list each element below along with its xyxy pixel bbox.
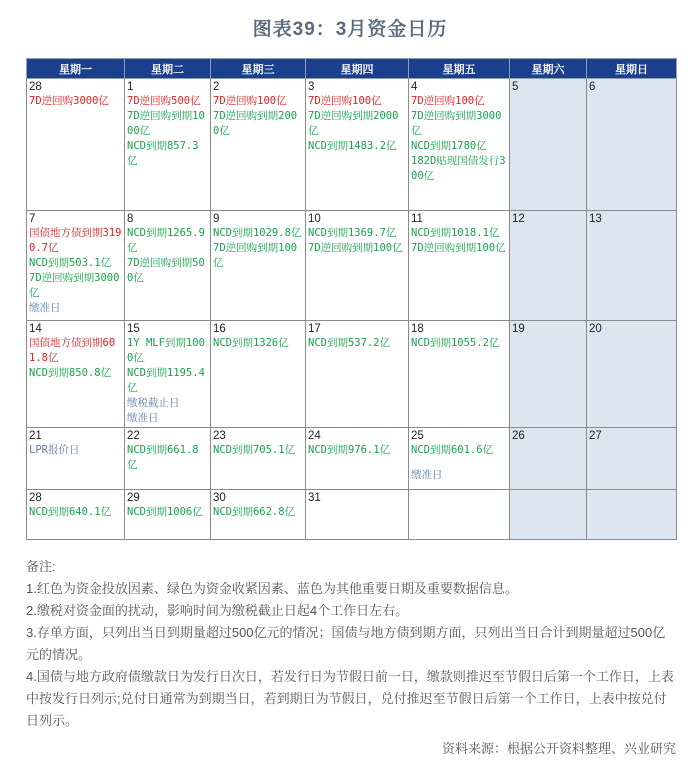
calendar-event: 7D逆回购3000亿 <box>29 95 109 107</box>
calendar-day-cell <box>306 321 409 428</box>
calendar-day-cell <box>27 428 125 490</box>
weekday-header: 星期五 <box>409 59 510 79</box>
day-number: 27 <box>589 430 602 442</box>
calendar-table <box>26 58 677 540</box>
calendar-event: 缴准日 <box>411 469 443 481</box>
day-number: 24 <box>308 430 321 442</box>
calendar-event: 缴税截止日 <box>127 397 180 409</box>
day-number: 13 <box>589 213 602 225</box>
calendar-event: NCD到期705.1亿 <box>213 444 296 456</box>
calendar-day-cell <box>510 79 587 211</box>
weekday-header: 星期二 <box>125 59 211 79</box>
day-number: 28 <box>29 492 42 504</box>
calendar-event: 7D逆回购到期2000亿 <box>213 110 298 137</box>
calendar-day-cell <box>510 490 587 540</box>
calendar-week-row <box>27 428 677 490</box>
day-number: 3 <box>308 81 315 93</box>
calendar-event: 7D逆回购到期1000亿 <box>127 110 205 137</box>
day-number: 23 <box>213 430 226 442</box>
calendar-event: NCD到期1055.2亿 <box>411 337 500 349</box>
calendar-event: NCD到期662.8亿 <box>213 506 296 518</box>
calendar-day-cell <box>510 211 587 321</box>
calendar-day-cell <box>27 321 125 428</box>
calendar-week-row <box>27 490 677 540</box>
calendar-day-cell <box>27 490 125 540</box>
calendar-day-cell <box>587 490 677 540</box>
day-number: 11 <box>411 213 423 225</box>
note-line: 4.国债与地方政府债缴款日为发行日次日，若发行日为节假日前一日，缴款则推迟至节假日后第一个工作日，上表中按发行日列示;兑付日通常为到期当日，若到期日为节假日，兑付推迟至节假日后第一个工作日，上表中按兑付日列示。 <box>26 669 674 728</box>
calendar-event: 1Y MLF到期1000亿 <box>127 337 205 364</box>
calendar-event: 182D贴现国债发行300亿 <box>411 155 506 182</box>
day-number: 31 <box>308 492 321 504</box>
calendar-event: NCD到期601.6亿 <box>411 444 494 456</box>
weekday-header: 星期四 <box>306 59 409 79</box>
calendar-day-cell <box>587 79 677 211</box>
day-number: 17 <box>308 323 321 335</box>
day-number: 18 <box>411 323 424 335</box>
calendar-event: NCD到期850.8亿 <box>29 367 112 379</box>
calendar-day-cell <box>306 211 409 321</box>
calendar-day-cell <box>409 79 510 211</box>
calendar-day-cell <box>27 211 125 321</box>
calendar-day-cell <box>125 490 211 540</box>
calendar-event: 7D逆回购到期100亿 <box>213 242 298 269</box>
day-number: 9 <box>213 213 220 225</box>
note-line: 3.存单方面，只列出当日到期量超过500亿元的情况；国债与地方债到期方面，只列出当日合计到期量超过500亿元的情况。 <box>26 625 666 662</box>
calendar-event: NCD到期1483.2亿 <box>308 140 397 152</box>
calendar-week-row <box>27 79 677 211</box>
calendar-day-cell <box>125 211 211 321</box>
calendar-day-cell <box>587 211 677 321</box>
calendar-event: NCD到期1006亿 <box>127 506 203 518</box>
calendar-event: 7D逆回购到期100亿 <box>308 242 403 254</box>
calendar-event: 7D逆回购到期2000亿 <box>308 110 399 137</box>
calendar-day-cell <box>27 79 125 211</box>
calendar-day-cell <box>587 321 677 428</box>
day-number: 12 <box>512 213 525 225</box>
calendar-event: NCD到期661.8亿 <box>127 444 199 471</box>
day-number: 22 <box>127 430 140 442</box>
calendar-week-row <box>27 321 677 428</box>
day-number: 1 <box>127 81 134 93</box>
calendar-event: NCD到期640.1亿 <box>29 506 112 518</box>
day-number: 16 <box>213 323 226 335</box>
calendar-event: LPR报价日 <box>29 444 80 456</box>
day-number: 20 <box>589 323 602 335</box>
calendar-event: 7D逆回购100亿 <box>213 95 287 107</box>
calendar-event: 7D逆回购到期3000亿 <box>411 110 502 137</box>
source-note: 资料来源：根据公开资料整理、兴业研究 <box>441 741 676 756</box>
weekday-header: 星期三 <box>211 59 306 79</box>
calendar-event: 国债地方债到期601.8亿 <box>29 337 116 364</box>
calendar-day-cell <box>409 211 510 321</box>
calendar-day-cell <box>409 321 510 428</box>
calendar-event: NCD到期537.2亿 <box>308 337 391 349</box>
calendar-day-cell <box>211 79 306 211</box>
calendar-day-cell <box>211 428 306 490</box>
calendar-event: NCD到期503.1亿 <box>29 257 112 269</box>
calendar-day-cell <box>306 428 409 490</box>
notes-section <box>26 556 678 732</box>
day-number: 21 <box>29 430 42 442</box>
day-number: 2 <box>213 81 220 93</box>
calendar-event: NCD到期1369.7亿 <box>308 227 397 239</box>
calendar-day-cell <box>409 428 510 490</box>
calendar-day-cell <box>125 79 211 211</box>
calendar-day-cell <box>211 321 306 428</box>
calendar-week-row <box>27 211 677 321</box>
calendar-day-cell <box>587 428 677 490</box>
calendar-day-cell <box>306 79 409 211</box>
weekday-header-row <box>27 59 677 79</box>
day-number: 19 <box>512 323 525 335</box>
weekday-header: 星期六 <box>510 59 587 79</box>
day-number: 6 <box>589 81 596 93</box>
day-number: 15 <box>127 323 140 335</box>
calendar-day-cell <box>211 490 306 540</box>
note-line: 2.缴税对资金面的扰动，影响时间为缴税截止日起4个工作日左右。 <box>26 603 409 618</box>
calendar-event: 7D逆回购500亿 <box>127 95 201 107</box>
calendar-event: NCD到期1326亿 <box>213 337 289 349</box>
calendar-event: NCD到期1029.8亿 <box>213 227 302 239</box>
calendar-event: 缴准日 <box>127 412 159 424</box>
day-number: 8 <box>127 213 134 225</box>
calendar-event: NCD到期857.3亿 <box>127 140 199 167</box>
weekday-header: 星期一 <box>27 59 125 79</box>
calendar-event: NCD到期976.1亿 <box>308 444 391 456</box>
day-number: 29 <box>127 492 140 504</box>
calendar-day-cell <box>409 490 510 540</box>
note-line: 1.红色为资金投放因素、绿色为资金收紧因素、蓝色为其他重要日期及重要数据信息。 <box>26 581 518 596</box>
weekday-header: 星期日 <box>587 59 677 79</box>
day-number: 14 <box>29 323 42 335</box>
notes-heading: 备注: <box>26 559 56 574</box>
day-number: 5 <box>512 81 519 93</box>
calendar-day-cell <box>125 428 211 490</box>
calendar-day-cell <box>510 321 587 428</box>
calendar-event: 7D逆回购100亿 <box>308 95 382 107</box>
day-number: 26 <box>512 430 525 442</box>
calendar-event: 7D逆回购到期3000亿 <box>29 272 120 299</box>
day-number: 30 <box>213 492 226 504</box>
calendar-event: NCD到期1265.9亿 <box>127 227 205 254</box>
calendar-day-cell <box>125 321 211 428</box>
chart-title: 图表39：3月资金日历 <box>252 19 448 40</box>
day-number: 10 <box>308 213 321 225</box>
calendar-event: 7D逆回购100亿 <box>411 95 485 107</box>
calendar-event: NCD到期1195.4亿 <box>127 367 205 394</box>
calendar-day-cell <box>211 211 306 321</box>
day-number: 25 <box>411 430 424 442</box>
calendar-event: 国债地方债到期3190.7亿 <box>29 227 122 254</box>
calendar-event: 7D逆回购到期100亿 <box>411 242 506 254</box>
calendar-day-cell <box>306 490 409 540</box>
calendar-event: NCD到期1780亿 <box>411 140 487 152</box>
calendar-event: 7D逆回购到期500亿 <box>127 257 205 284</box>
day-number: 4 <box>411 81 418 93</box>
calendar-event: 缴准日 <box>29 302 61 314</box>
calendar-day-cell <box>510 428 587 490</box>
calendar-event: NCD到期1018.1亿 <box>411 227 500 239</box>
day-number: 7 <box>29 213 36 225</box>
day-number: 28 <box>29 81 42 93</box>
calendar-body <box>27 79 677 540</box>
